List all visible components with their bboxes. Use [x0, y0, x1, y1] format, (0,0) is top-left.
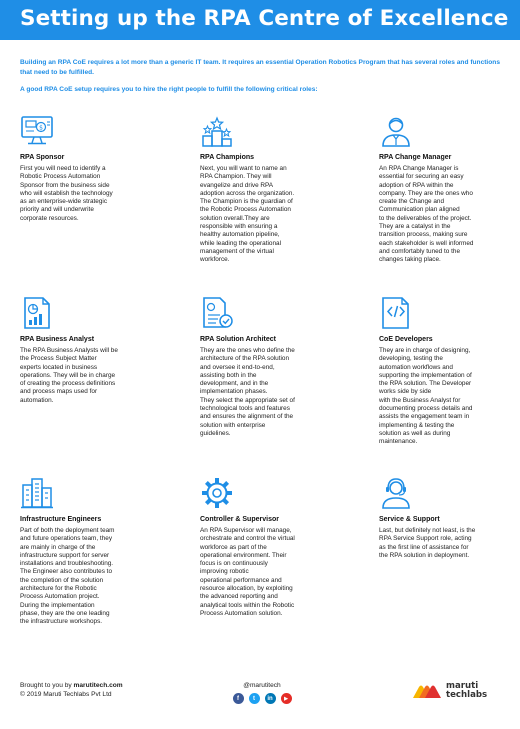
logo-line-2: techlabs	[446, 689, 488, 700]
role-description: The RPA Business Analysts will be the Process Subject Matter experts located in business operations. They will be in charge of creating the process definitions and process maps used for automation.	[20, 347, 118, 404]
analyst-document-icon	[20, 296, 54, 330]
linkedin-icon[interactable]: in	[265, 693, 276, 704]
podium-stars-icon	[200, 114, 234, 148]
role-description: They are in charge of designing, developing, testing the automation workflows and supporting the implementation of the RPA solution. The Developer works side by side with the Business Analyst for documenting process details and assists the engagement team in implementing & testing the solution as well as during maintenance.	[379, 347, 473, 446]
role-title: RPA Business Analyst	[20, 336, 95, 343]
role-title: Infrastructure Engineers	[20, 516, 102, 523]
svg-text:$: $	[39, 124, 43, 132]
role-description: Last, but definitely not least, is the RPA Service Support role, acting as the first line of assistance for the RPA solution in deployment.	[379, 527, 476, 559]
logo-mark-icon	[412, 683, 442, 699]
gear-icon	[200, 476, 234, 510]
brought-by-text: Brought to you by	[20, 682, 74, 689]
footer-credits	[20, 682, 123, 699]
page-title: Setting up the RPA Centre of Excellence	[20, 6, 509, 31]
company-logo	[412, 682, 487, 699]
role-rpa-champions	[200, 114, 348, 265]
logo-line-1: maruti	[446, 681, 479, 691]
role-title: Service & Support	[379, 516, 440, 523]
role-title: RPA Sponsor	[20, 154, 65, 161]
role-title: RPA Solution Architect	[200, 336, 276, 343]
role-service-support	[379, 476, 520, 560]
role-infrastructure-engineers	[20, 476, 168, 627]
intro-paragraph: Building an RPA CoE requires a lot more than a generic IT team. It requires an essential Operation Robotics Program that has several roles and functions that need to be fulfilled.	[20, 59, 500, 76]
role-rpa-business-analyst	[20, 296, 168, 405]
role-title: CoE Developers	[379, 336, 433, 343]
role-rpa-sponsor	[20, 114, 168, 223]
role-description: First you will need to identify a Robotic Process Automation Sponsor from the business side who will establish the technology as an enterprise-wide strategic priority and will underwrite corporate resources.	[20, 165, 113, 222]
role-coe-developers	[379, 296, 520, 447]
facebook-icon[interactable]: f	[233, 693, 244, 704]
role-title: Controller & Supervisor	[200, 516, 279, 523]
brought-by-line	[20, 682, 123, 691]
intro-subheading: A good RPA CoE setup requires you to hire the right people to fulfill the following critical roles:	[20, 86, 318, 93]
role-title: RPA Champions	[200, 154, 255, 161]
role-title: RPA Change Manager	[379, 154, 452, 161]
code-document-icon	[379, 296, 413, 330]
twitter-icon[interactable]: t	[249, 693, 260, 704]
role-description: An RPA Supervisor will manage, orchestrate and control the virtual workforce as part of the operational environment. Their focus is on continuously improving robotic operational performance and resource allocation, by exploiting the advanced reporting and analytical tools within the Robotic Process Automation solution.	[200, 527, 295, 617]
sponsor-monitor-icon	[20, 114, 54, 148]
manager-person-icon	[379, 114, 413, 148]
role-description: Next, you will want to name an RPA Champion. They will evangelize and drive RPA adoption across the organization. The Champion is the guardian of the Robotic Process Automation solution overall.They are responsible with ensuring a healthy automation pipeline, while leading the operational management of the virtual workforce.	[200, 165, 295, 264]
role-description: An RPA Change Manager is essential for securing an easy adoption of RPA within the company. They are the ones who create the Change and Communication plan aligned to the deliverables of the project. They are a catalyst in the transition process, making sure each stakeholder is well informed and comfortably tuned to the changes taking place.	[379, 165, 474, 264]
website-link[interactable]: marutitech.com	[73, 682, 123, 689]
role-description: They are the ones who define the architecture of the RPA solution and oversee it end-to-end, assisting both in the development, and in the implementation phases. They select the appropriate set of technological tools and features and ensures the alignment of the solution with enterprise guidelines.	[200, 347, 295, 437]
social-handle: @marutitech	[243, 682, 281, 689]
buildings-icon	[20, 476, 54, 510]
role-controller-supervisor	[200, 476, 348, 618]
copyright: © 2019 Maruti Techlabs Pvt Ltd	[20, 690, 112, 698]
title-banner	[0, 0, 520, 40]
architect-document-icon	[200, 296, 234, 330]
youtube-icon[interactable]: ▶	[281, 693, 292, 704]
role-rpa-change-manager	[379, 114, 520, 265]
role-rpa-solution-architect	[200, 296, 348, 438]
headset-support-icon	[379, 476, 413, 510]
social-block	[222, 682, 302, 704]
role-description: Part of both the deployment team and future operations team, they are mainly in charge of the infrastructure support for server installations and troubleshooting. The Engineer also contributes to the completion of the solution architecture for the Robotic Process Automation project. During the implementation phase, they are the one leading the infrastructure workshops.	[20, 527, 115, 626]
